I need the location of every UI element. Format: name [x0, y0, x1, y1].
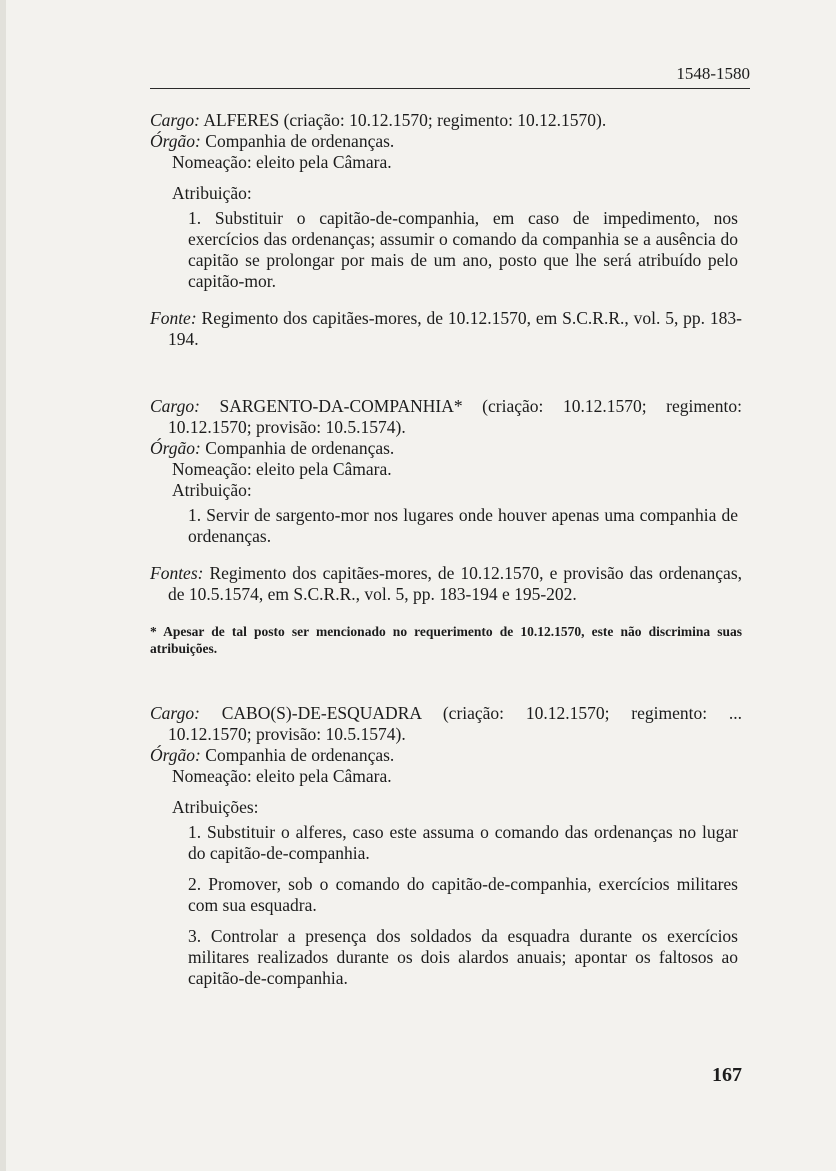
fonte-label: Fonte: [150, 308, 197, 328]
main-text [150, 110, 742, 989]
page-number: 167 [712, 1064, 742, 1086]
atribuicao-item: 1. Servir de sargento-mor nos lugares onde houver apenas uma companhia de ordenanças. [188, 505, 738, 546]
header-rule [150, 88, 750, 89]
fonte-line [150, 563, 742, 605]
cargo-label: Cargo: [150, 703, 200, 723]
cargo-text: ALFERES (criação: 10.12.1570; regimento: 10.12.1570). [203, 110, 607, 130]
orgao-text: Companhia de ordenanças. [205, 131, 395, 151]
nomeacao-line: Nomeação: eleito pela Câmara. [172, 766, 392, 786]
fonte-label: Fontes: [150, 563, 204, 583]
fonte-text: Regimento dos capitães-mores, de 10.12.1570, em S.C.R.R., vol. 5, pp. 183-194. [168, 308, 742, 349]
entry-sargento-da-companhia [150, 396, 742, 657]
footnote: * Apesar de tal posto ser mencionado no requerimento de 10.12.1570, este não discrimina suas atribuições. [150, 624, 742, 656]
orgao-line [150, 438, 742, 459]
orgao-label: Órgão: [150, 131, 201, 151]
orgao-label: Órgão: [150, 438, 201, 458]
atribuicao-item: 1. Substituir o capitão-de-companhia, em caso de impedimento, nos exercícios das ordenanças; assumir o comando da companhia se a ausência do capitão se prolongar por mais de um ano, posto que lhe será atribuído pelo capitão-mor. [188, 208, 738, 291]
fonte-line [150, 308, 742, 350]
nomeacao-line: Nomeação: eleito pela Câmara. [172, 152, 392, 172]
orgao-text: Companhia de ordenanças. [205, 438, 395, 458]
cargo-line [150, 110, 742, 131]
orgao-line [150, 131, 742, 152]
atribuicao-item: 2. Promover, sob o comando do capitão-de-companhia, exercícios militares com sua esquadra. [188, 874, 738, 915]
atribuicao-label: Atribuição: [172, 480, 252, 500]
cargo-line [150, 396, 742, 438]
orgao-text: Companhia de ordenanças. [205, 745, 395, 765]
cargo-line [150, 703, 742, 745]
page-edge-shadow [0, 0, 6, 1171]
fonte-text: Regimento dos capitães-mores, de 10.12.1570, e provisão das ordenanças, de 10.5.1574, em S.C.R.R., vol. 5, pp. 183-194 e 195-202. [168, 563, 743, 604]
cargo-label: Cargo: [150, 396, 200, 416]
entry-cabo-de-esquadra [150, 703, 742, 989]
atribuicao-item: 1. Substituir o alferes, caso este assuma o comando das ordenanças no lugar do capitão-de-companhia. [188, 822, 738, 863]
atribuicao-label: Atribuição: [172, 183, 252, 203]
nomeacao-line: Nomeação: eleito pela Câmara. [172, 459, 392, 479]
cargo-text: SARGENTO-DA-COMPANHIA* (criação: 10.12.1570; regimento: 10.12.1570; provisão: 10.5.1574). [168, 396, 742, 437]
running-head: 1548-1580 [676, 64, 750, 83]
orgao-label: Órgão: [150, 745, 201, 765]
cargo-label: Cargo: [150, 110, 200, 130]
entry-alferes [150, 110, 742, 350]
atribuicao-item: 3. Controlar a presença dos soldados da esquadra durante os exercícios militares realizados durante os dois alardos anuais; apontar os faltosos ao capitão-de-companhia. [188, 926, 738, 988]
orgao-line [150, 745, 742, 766]
cargo-text: CABO(S)-DE-ESQUADRA (criação: 10.12.1570; regimento: ... 10.12.1570; provisão: 10.5.1574). [168, 703, 743, 744]
atribuicao-label: Atribuições: [172, 797, 259, 817]
